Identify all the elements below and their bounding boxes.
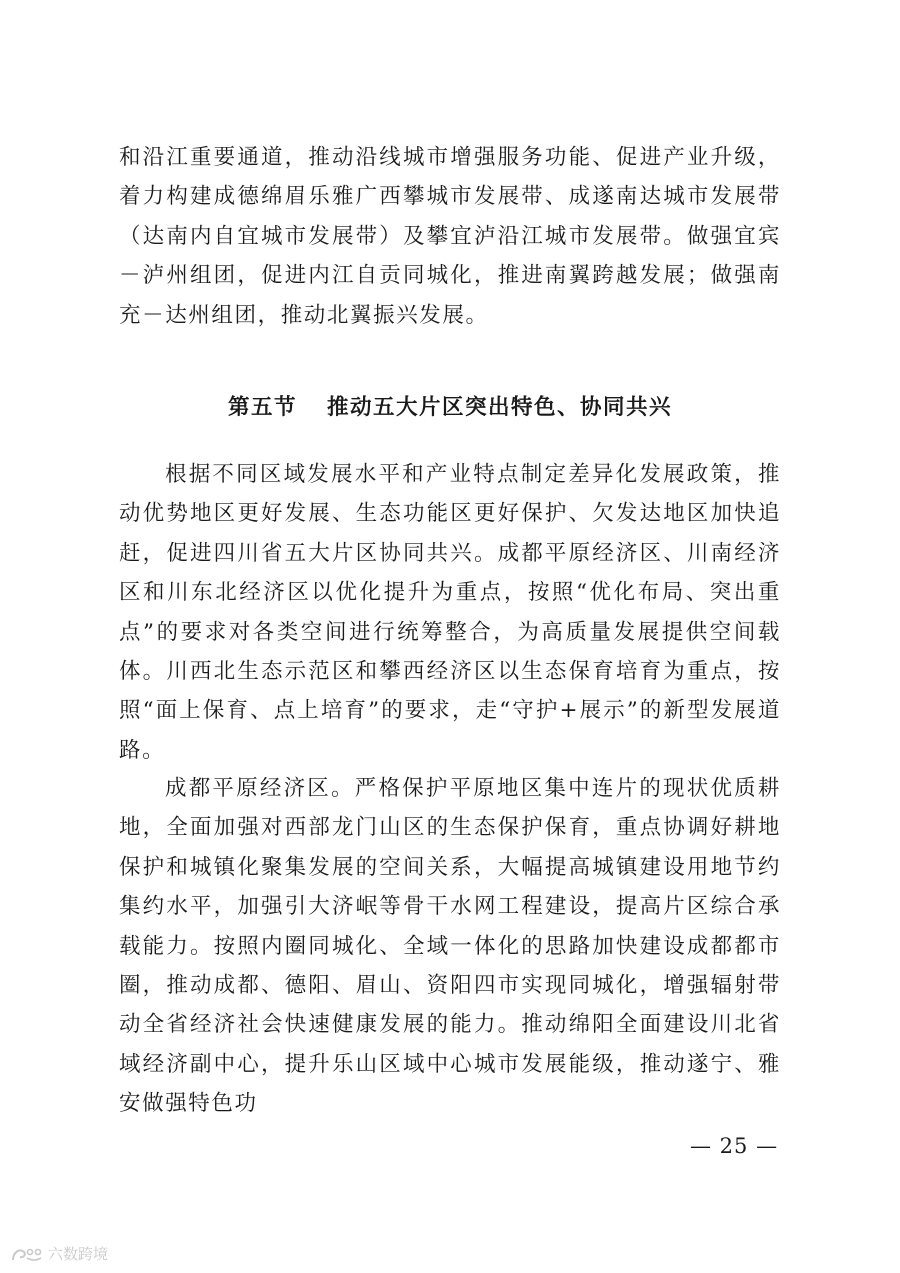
paragraph-3 [119,769,781,1124]
paragraph-2 [119,455,781,770]
page-number: — 25 — [690,1134,779,1158]
watermark [10,1243,108,1264]
section-heading [0,388,900,428]
section-title: 推动五大片区突出特色、协同共兴 [327,395,673,420]
paragraph-text: 根据不同区域发展水平和产业特点制定差异化发展政策，推动优势地区更好发展、生态功能区更好保护、欠发达地区加快追赶，促进四川省五大片区协同共兴。成都平原经济区、川南经济区和川东北经济区以优化提升为重点，按照“优化布局、突出重点”的要求对各类空间进行统筹整合，为高质量发展提供空间载体。川西北生态示范区和攀西经济区以生态保育培育为重点，按照“面上保育、点上培育”的要求，走“守护+展示”的新型发展道路。 [119,462,781,763]
paragraph-text: 和沿江重要通道，推动沿线城市增强服务功能、促进产业升级，着力构建成德绵眉乐雅广西攀城市发展带、成遂南达城市发展带（达南内自宜城市发展带）及攀宜泸沿江城市发展带。做强宜宾－泸州组团，促进内江自贡同城化，推进南翼跨越发展；做强南充－达州组团，推动北翼振兴发展。 [119,145,781,328]
watermark-logo-icon [10,1244,44,1264]
section-number: 第五节 [227,395,297,420]
paragraph-continuation [119,138,781,335]
paragraph-text: 成都平原经济区。严格保护平原地区集中连片的现状优质耕地，全面加强对西部龙门山区的生态保护保育，重点协调好耕地保护和城镇化聚集发展的空间关系，大幅提高城镇建设用地节约集约水平，加强引大济岷等骨干水网工程建设，提高片区综合承载能力。按照内圈同城化、全域一体化的思路加快建设成都都市圈，推动成都、德阳、眉山、资阳四市实现同城化，增强辐射带动全省经济社会快速健康发展的能力。推动绵阳全面建设川北省域经济副中心，提升乐山区域中心城市发展能级，推动遂宁、雅安做强特色功 [119,776,781,1117]
watermark-text: 六数跨境 [48,1245,109,1263]
